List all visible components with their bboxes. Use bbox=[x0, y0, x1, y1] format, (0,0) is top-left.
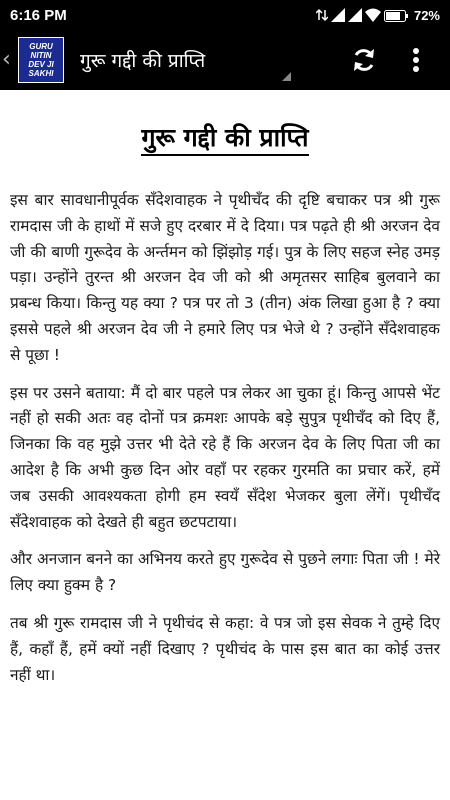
page-title-text: गुरू गद्दी की प्राप्ति bbox=[141, 123, 308, 156]
status-bar bbox=[0, 0, 450, 30]
menu-indicator-icon bbox=[282, 72, 291, 81]
data-arrows-icon bbox=[316, 8, 328, 22]
status-time: 6:16 PM bbox=[10, 6, 67, 24]
signal-icon bbox=[331, 8, 345, 22]
app-title: गुरू गद्दी की प्राप्ति bbox=[80, 50, 206, 72]
battery-percent: 72% bbox=[413, 7, 440, 23]
signal-icon bbox=[348, 8, 362, 22]
more-options-button[interactable] bbox=[390, 30, 442, 90]
refresh-button[interactable] bbox=[338, 30, 390, 90]
status-right bbox=[316, 8, 440, 23]
app-logo[interactable] bbox=[18, 37, 64, 83]
article-paragraph: तब श्री गुरू रामदास जी ने पृथीचंद से कहा: वे पत्र जो इस सेवक ने तुम्हे दिए हैं, कहाँ हैं, हमें क्यों नहीं दिखाए ? पृथीचंद के पास इस बात का कोई उत्तर नहीं था। bbox=[10, 613, 440, 684]
page-title bbox=[10, 120, 440, 154]
back-chevron-icon[interactable]: ‹ bbox=[2, 47, 11, 72]
article-content bbox=[0, 90, 450, 800]
logo-line: DEV JI bbox=[28, 60, 54, 69]
more-vert-icon bbox=[412, 47, 420, 73]
wifi-icon bbox=[365, 8, 381, 22]
article-paragraph: इस पर उसने बताया: मैं दो बार पहले पत्र लेकर आ चुका हूं। किन्तु आपसे भेंट नहीं हो सकी अतः वह दोनों पत्र क्रमशः आपके बड़े सुपुत्र पृथीचँद को दिए हैं, जिनका कि वह मुझे उत्तर भी देते रहे हैं कि अरजन देव के लिए पिता जी का आदेश है कि अभी कुछ दिन ओर वहाँ पर रहकर गुरमति का प्रचार करें, हमें जब उसकी आवश्यकता होगी हम स्वयँ सँदेश भेजकर बुला लेंगें। पृथीचँद सँदेशवाहक को देखते ही बहुत छटपटाया। bbox=[10, 383, 440, 531]
battery-icon bbox=[384, 10, 408, 22]
article-paragraph: इस बार सावधानीपूर्वक सँदेशवाहक ने पृथीचँद की दृष्टि बचाकर पत्र श्री गुरू रामदास जी के हाथों में सजे हुए दरबार में दे दिया। पत्र पढ़ते ही श्री अरजन देव जी की बाणी गुरूदेव के अर्न्तमन को झिंझोड़ गई। पुत्र के लिए सहज स्नेह उमड़ पड़ा। उन्होंने तुरन्त श्री अरजन देव जी को श्री अमृतसर साहिब बुलवाने का प्रबन्ध किया। किन्तु यह क्या ? पत्र पर तो 3 (तीन) अंक लिखा हुआ है ? क्या इससे पहले श्री अरजन देव जी ने हमारे लिए पत्र भेजे थे ? उन्होंने सँदेशवाहक से पूछा ! bbox=[10, 191, 440, 364]
app-bar bbox=[0, 30, 450, 90]
article-paragraph: और अनजान बनने का अभिनय करते हुए गुरूदेव से पुछने लगाः पिता जी ! मेरे लिए क्या हुक्म है ? bbox=[10, 550, 440, 595]
logo-line: GURU NITIN bbox=[29, 42, 53, 60]
refresh-icon bbox=[350, 46, 378, 74]
logo-line: SAKHI bbox=[28, 69, 54, 78]
status-icons bbox=[316, 8, 408, 22]
